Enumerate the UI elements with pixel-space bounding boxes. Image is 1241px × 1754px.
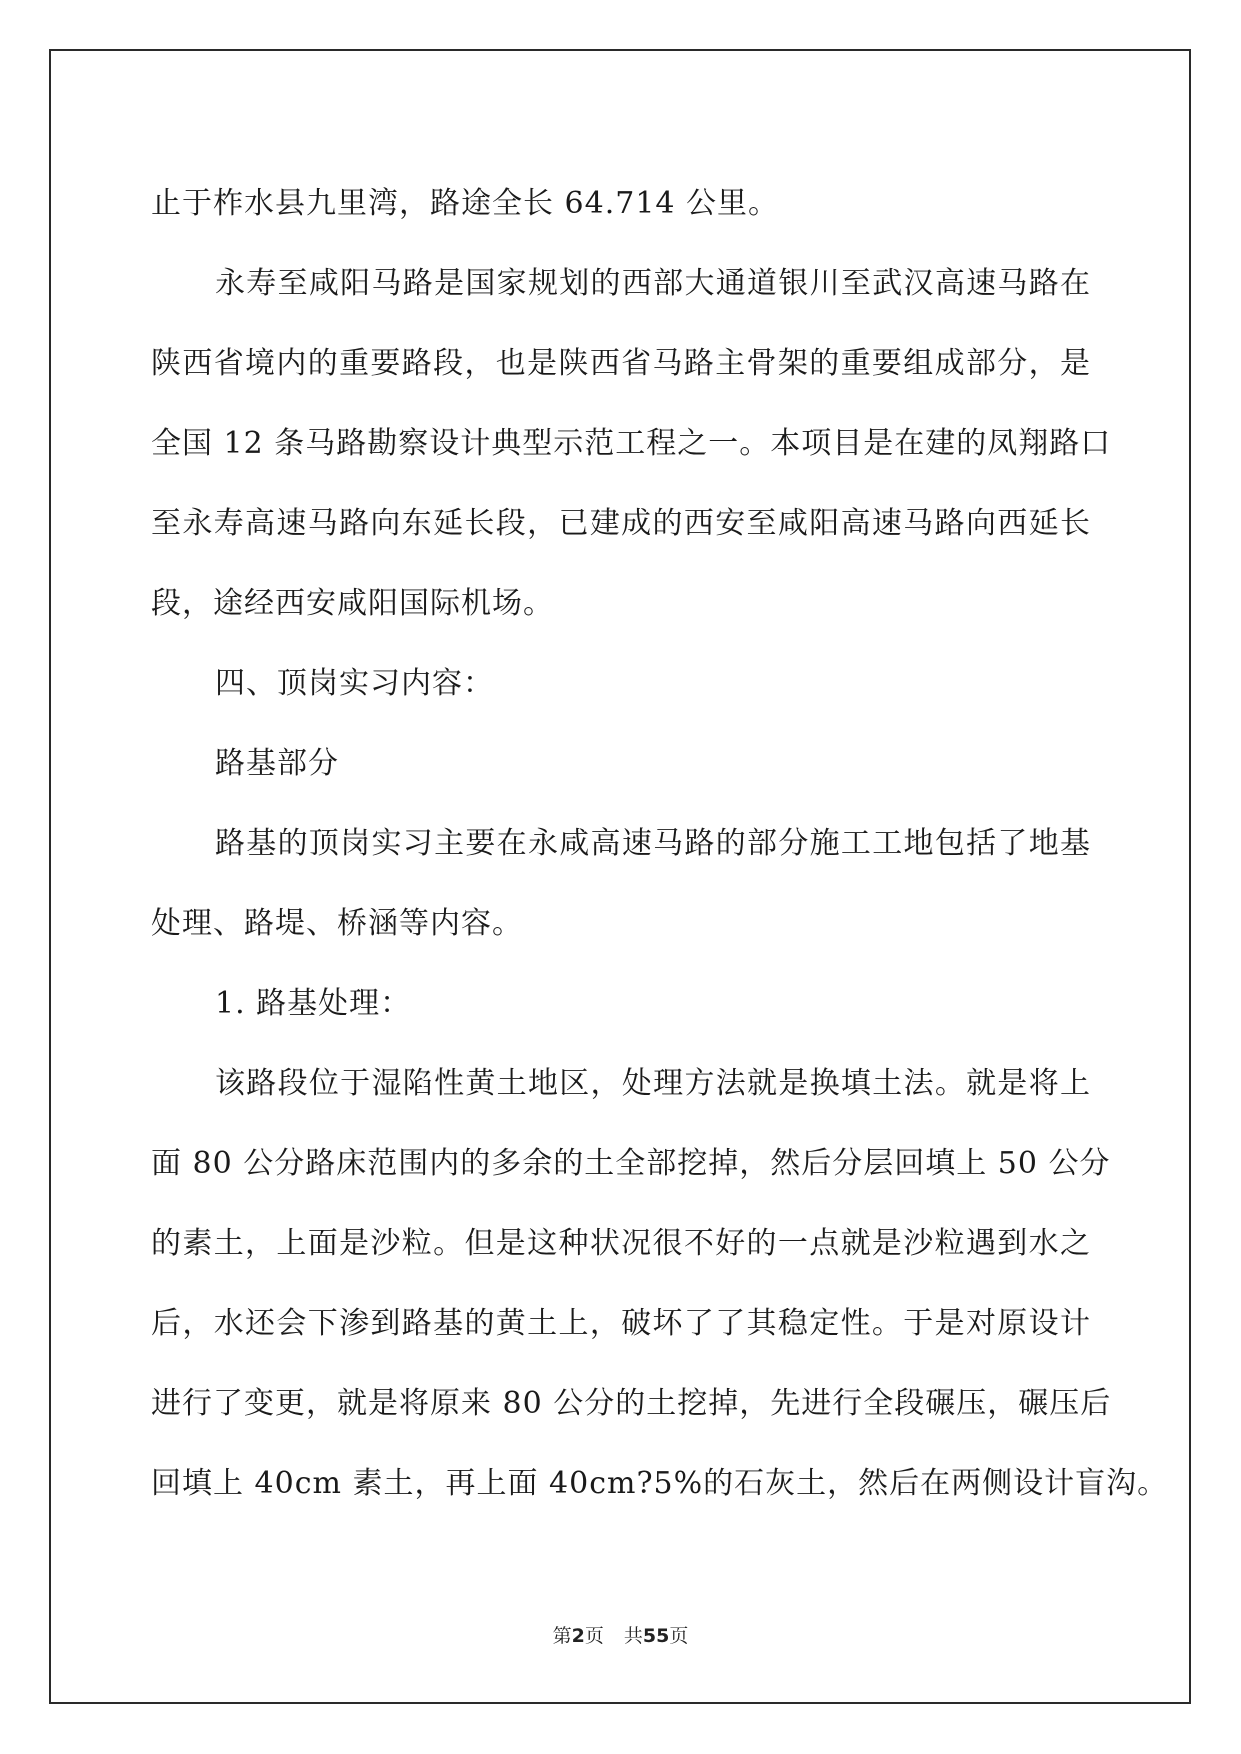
total-prefix: 共	[623, 1625, 643, 1647]
text-line: 永寿至咸阳马路是国家规划的西部大通道银川至武汉高速马路在	[215, 266, 1091, 301]
text-line: 至永寿高速马路向东延长段，已建成的西安至咸阳高速马路向西延长	[151, 506, 1091, 541]
page-prefix: 第	[552, 1625, 572, 1647]
subsection-heading: 路基部分	[215, 746, 339, 781]
section-heading: 四、顶岗实习内容：	[215, 666, 494, 701]
page-current: 2	[571, 1625, 585, 1647]
page-unit: 页	[584, 1625, 604, 1647]
text-line: 处理、路堤、桥涵等内容。	[151, 906, 523, 941]
text-line: 全国 12 条马路勘察设计典型示范工程之一。本项目是在建的凤翔路口	[151, 426, 1112, 461]
text-line: 面 80 公分路床范围内的多余的土全部挖掉，然后分层回填上 50 公分	[151, 1146, 1111, 1181]
total-unit: 页	[669, 1625, 689, 1647]
item-heading: 1. 路基处理：	[215, 986, 412, 1021]
text-line: 陕西省境内的重要路段，也是陕西省马路主骨架的重要组成部分，是	[151, 346, 1091, 381]
text-line: 止于柞水县九里湾，路途全长 64.714 公里。	[151, 186, 780, 221]
text-line: 路基的顶岗实习主要在永咸高速马路的部分施工工地包括了地基	[215, 826, 1091, 861]
page-total: 55	[642, 1625, 670, 1647]
document-body	[151, 164, 1169, 1524]
text-line: 进行了变更，就是将原来 80 公分的土挖掉，先进行全段碾压，碾压后	[151, 1386, 1112, 1421]
page-footer	[0, 1621, 1241, 1648]
text-line: 段，途经西安咸阳国际机场。	[151, 586, 554, 621]
text-line: 该路段位于湿陷性黄土地区，处理方法就是换填土法。就是将上	[215, 1066, 1091, 1101]
text-line: 的素土，上面是沙粒。但是这种状况很不好的一点就是沙粒遇到水之	[151, 1226, 1091, 1261]
text-line: 回填上 40cm 素土，再上面 40cm?5%的石灰土，然后在两侧设计盲沟。	[151, 1466, 1169, 1501]
text-line: 后，水还会下渗到路基的黄土上，破坏了了其稳定性。于是对原设计	[151, 1306, 1091, 1341]
